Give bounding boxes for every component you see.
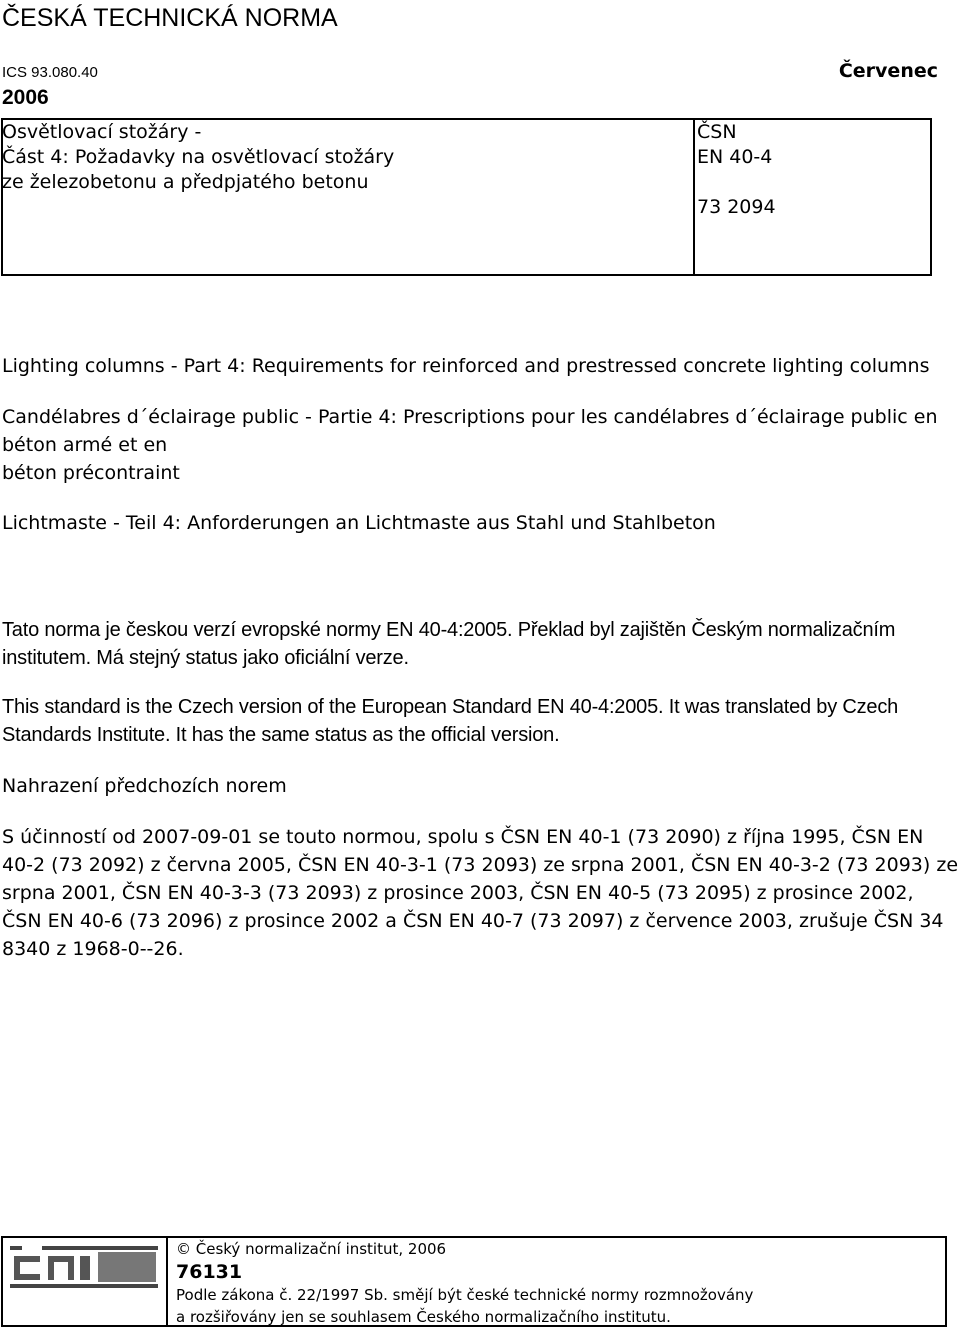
copyright-line: © Český normalizační institut, 2006 — [176, 1240, 447, 1258]
replacement-heading: Nahrazení předchozích norem — [2, 775, 287, 797]
publication-month: Červenec — [838, 60, 938, 82]
czech-title-line: Část 4: Požadavky na osvětlovací stožáry — [2, 146, 395, 168]
czech-title-line: ze železobetonu a předpjatého betonu — [2, 171, 369, 193]
class-number: 73 2094 — [697, 196, 776, 218]
french-title-line: Candélabres d´éclairage public - Partie 4: Prescriptions pour les candélabres d´éclairage public en — [2, 406, 938, 428]
ics-code: ICS 93.080.40 — [2, 64, 98, 81]
standard-designation — [697, 120, 776, 220]
law-line: a rozšiřovány jen se souhlasem Českého normalizačního institutu. — [176, 1308, 671, 1326]
footer-divider — [166, 1236, 168, 1327]
title-box-divider — [693, 118, 695, 276]
french-title — [2, 403, 952, 487]
czech-title — [2, 120, 394, 195]
replacement-text: S účinností od 2007-09-01 se touto normou, spolu s ČSN EN 40-1 (73 2090) z října 1995, ČSN EN 40-2 (73 2092) z června 2005, ČSN EN 40-3-1 (73 2093) ze srpna 2001, ČSN EN 40-3-2 (73 2093) ze srpna 2001, ČSN EN 40-3-3 (73 2093) z prosince 2003, ČSN EN 40-5 (73 2095) z prosince 2002, ČSN EN 40-6 (73 2096) z prosince 2002 a ČSN EN 40-7 (73 2097) z července 2003, zrušuje ČSN 34 8340 z 1968-0--26. — [2, 826, 959, 960]
french-title-line: béton armé et en — [2, 434, 168, 456]
french-title-line: béton précontraint — [2, 462, 180, 484]
csn-label: ČSN — [697, 121, 737, 143]
czech-version-note: Tato norma je českou verzí evropské normy EN 40-4:2005. Překlad byl zajištěn Českým normalizačním institutem. Má stejný status jako oficiální verze. — [2, 619, 896, 669]
publication-year: 2006 — [2, 86, 49, 109]
german-title: Lichtmaste - Teil 4: Anforderungen an Lichtmaste aus Stahl und Stahlbeton — [2, 512, 716, 534]
cni-logo-icon — [8, 1244, 160, 1290]
english-title: Lighting columns - Part 4: Requirements for reinforced and prestressed concrete lighting columns — [2, 355, 930, 377]
standard-type-title: ČESKÁ TECHNICKÁ NORMA — [2, 4, 338, 32]
en-number: EN 40-4 — [697, 146, 773, 168]
czech-title-line: Osvětlovací stožáry - — [2, 121, 202, 143]
law-line: Podle zákona č. 22/1997 Sb. smějí být české technické normy rozmnožovány — [176, 1286, 754, 1304]
footer-text — [176, 1238, 753, 1328]
catalog-code: 76131 — [176, 1261, 243, 1283]
english-version-note: This standard is the Czech version of the European Standard EN 40-4:2005. It was translated by Czech Standards Institute. It has the same status as the official version. — [2, 696, 899, 746]
